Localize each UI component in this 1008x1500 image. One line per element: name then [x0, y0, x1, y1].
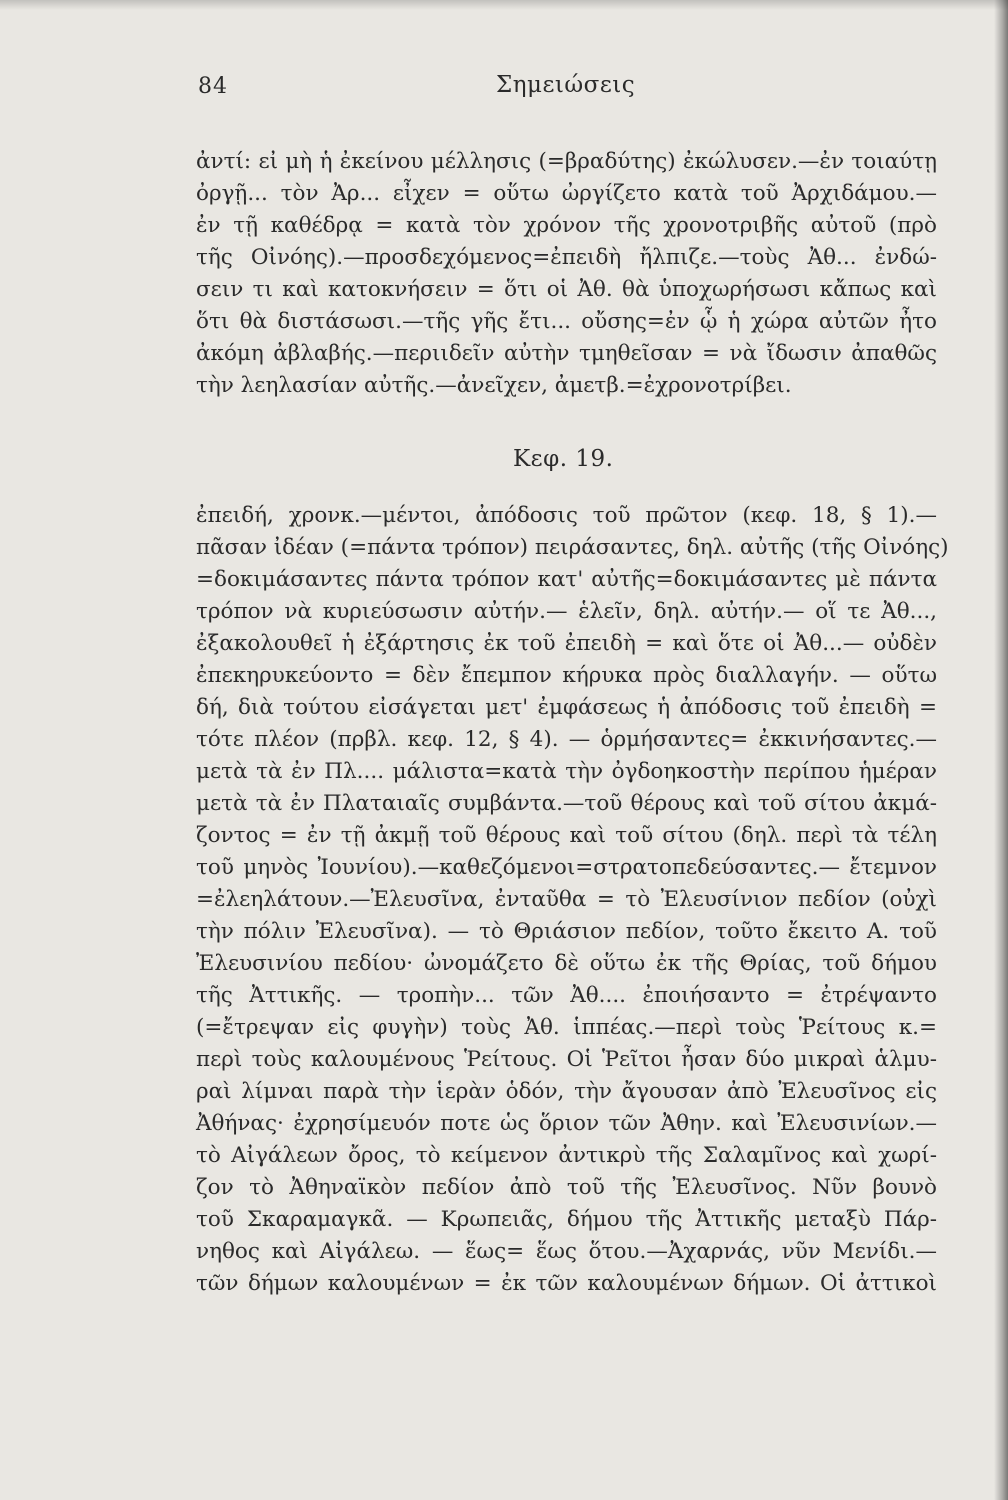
- text-line: ραὶ λίμναι παρὰ τὴν ἱερὰν ὁδόν, τὴν ἄγουσαν ἀπὸ Ἐλευσῖνος εἰς: [196, 1079, 937, 1104]
- text-line: τοῦ μηνὸς Ἰουνίου).—καθεζόμενοι=στρατοπεδεύσαντες.— ἔτεμνον: [196, 855, 937, 880]
- scan-shadow-top: [0, 0, 1008, 10]
- text-line: ἀκόμη ἀβλαβής.—περιιδεῖν αὐτὴν τμηθεῖσαν = νὰ ἴδωσιν ἀπαθῶς: [196, 341, 937, 366]
- text-line: Ἀθήνας· ἐχρησίμευόν ποτε ὡς ὅριον τῶν Ἀθην. καὶ Ἐλευσινίων.—: [196, 1111, 937, 1136]
- text-line: τὴν λεηλασίαν αὐτῆς.—ἀνεῖχεν, ἀμετβ.=ἐχρονοτρίβει.: [196, 373, 792, 398]
- text-line: τὴν πόλιν Ἐλευσῖνα). — τὸ Θριάσιον πεδίον, τοῦτο ἔκειτο Α. τοῦ: [196, 919, 937, 944]
- text-line: =δοκιμάσαντες πάντα τρόπον κατ' αὐτῆς=δοκιμάσαντες μὲ πάντα: [196, 567, 937, 592]
- scan-shadow-right: [994, 0, 1008, 1500]
- text-line: =ἐλεηλάτουν.—Ἐλευσῖνα, ἐνταῦθα = τὸ Ἐλευσίνιον πεδίον (οὐχὶ: [196, 887, 937, 912]
- text-line: ὅτι θὰ διστάσωσι.—τῆς γῆς ἔτι... οὔσης=ἐν ᾧ ἡ χώρα αὐτῶν ἦτο: [196, 309, 937, 334]
- running-head: Σημειώσεις: [496, 72, 636, 98]
- text-line: ὀργῇ... τὸν Ἀρ... εἶχεν = οὕτω ὠργίζετο κατὰ τοῦ Ἀρχιδάμου.—: [196, 181, 937, 206]
- text-line: μετὰ τὰ ἐν Πλ.... μάλιστα=κατὰ τὴν ὀγδοηκοστὴν περίπου ἡμέραν: [196, 759, 937, 784]
- text-line: δή, διὰ τούτου εἰσάγεται μετ' ἐμφάσεως ἡ ἀπόδοσις τοῦ ἐπειδὴ =: [196, 695, 937, 720]
- text-line: πᾶσαν ἰδέαν (=πάντα τρόπον) πειράσαντες, δηλ. αὐτῆς (τῆς Οἰνόης): [196, 535, 949, 560]
- text-line: μετὰ τὰ ἐν Πλαταιαῖς συμβάντα.—τοῦ θέρους καὶ τοῦ σίτου ἀκμά-: [196, 791, 937, 816]
- text-line: ἐξακολουθεῖ ἡ ἐξάρτησις ἐκ τοῦ ἐπειδὴ = καὶ ὅτε οἱ Ἀθ...— οὐδὲν: [196, 631, 937, 656]
- text-line: τότε πλέον (πρβλ. κεφ. 12, § 4). — ὁρμήσαντες= ἐκκινήσαντες.—: [196, 727, 937, 752]
- text-line: τῆς Ἀττικῆς. — τροπὴν... τῶν Ἀθ.... ἐποιήσαντο = ἐτρέψαντο: [196, 983, 937, 1008]
- text-line: ἀντί: εἰ μὴ ἡ ἐκείνου μέλλησις (=βραδύτης) ἐκώλυσεν.—ἐν τοιαύτῃ: [196, 149, 937, 174]
- text-line: ἐπεκηρυκεύοντο = δὲν ἔπεμπον κήρυκα πρὸς διαλλαγήν. — οὕτω: [196, 663, 937, 688]
- text-line: ζοντος = ἐν τῇ ἀκμῇ τοῦ θέρους καὶ τοῦ σίτου (δηλ. περὶ τὰ τέλη: [196, 823, 937, 848]
- text-line: νηθος καὶ Αἰγάλεω. — ἕως= ἕως ὅτου.—Ἀχαρνάς, νῦν Μενίδι.—: [196, 1239, 937, 1264]
- text-line: τὸ Αἰγάλεων ὄρος, τὸ κείμενον ἀντικρὺ τῆς Σαλαμῖνος καὶ χωρί-: [196, 1143, 937, 1168]
- text-line: τρόπον νὰ κυριεύσωσιν αὐτήν.— ἑλεῖν, δηλ. αὐτήν.— οἵ τε Ἀθ...,: [196, 599, 937, 624]
- text-line: τῶν δήμων καλουμένων = ἐκ τῶν καλουμένων δήμων. Οἱ ἀττικοὶ: [196, 1271, 937, 1296]
- text-line: ἐν τῇ καθέδρᾳ = κατὰ τὸν χρόνον τῆς χρονοτριβῆς αὐτοῦ (πρὸ: [196, 213, 937, 238]
- text-line: τῆς Οἰνόης).—προσδεχόμενος=ἐπειδὴ ἤλπιζε.—τοὺς Ἀθ... ἐνδώ-: [196, 245, 937, 270]
- text-line: (=ἔτρεψαν εἰς φυγὴν) τοὺς Ἀθ. ἱππέας.—περὶ τοὺς Ῥείτους κ.=: [196, 1015, 937, 1040]
- text-line: σειν τι καὶ κατοκνήσειν = ὅτι οἱ Ἀθ. θὰ ὑποχωρήσωσι κἄπως καὶ: [196, 277, 937, 302]
- text-line: ζον τὸ Ἀθηναϊκὸν πεδίον ἀπὸ τοῦ τῆς Ἐλευσῖνος. Νῦν βουνὸ: [196, 1175, 937, 1200]
- text-line: ἐπειδή, χρονκ.—μέντοι, ἀπόδοσις τοῦ πρῶτον (κεφ. 18, § 1).—: [196, 503, 937, 528]
- text-line: περὶ τοὺς καλουμένους Ῥείτους. Οἱ Ῥεῖτοι ἦσαν δύο μικραὶ ἁλμυ-: [196, 1047, 937, 1072]
- text-line: τοῦ Σκαραμαγκᾶ. — Κρωπειᾶς, δήμου τῆς Ἀττικῆς μεταξὺ Πάρ-: [196, 1207, 937, 1232]
- text-line: Ἐλευσινίου πεδίου· ὠνομάζετο δὲ οὕτω ἐκ τῆς Θρίας, τοῦ δήμου: [196, 951, 937, 976]
- page-number: 84: [198, 74, 228, 99]
- chapter-heading: Κεφ. 19.: [513, 446, 614, 472]
